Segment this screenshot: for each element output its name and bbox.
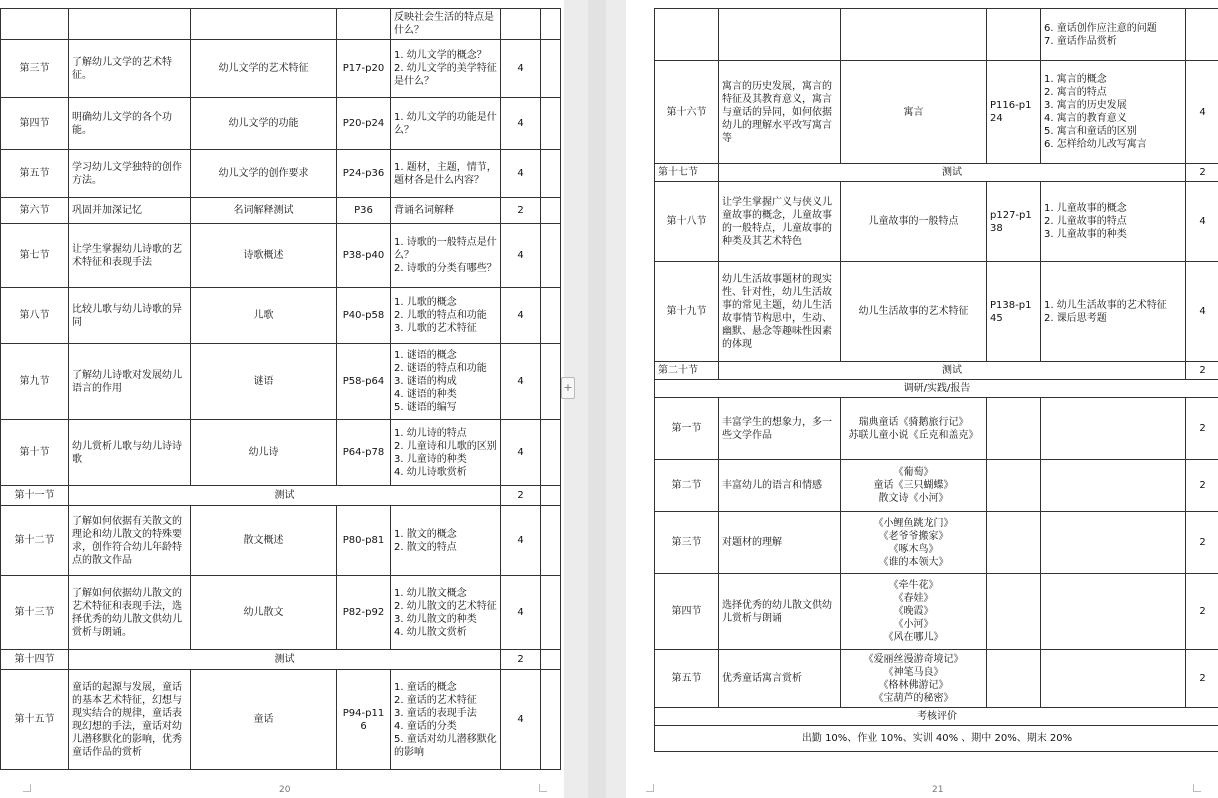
lesson-row — [1, 98, 561, 150]
hours-cell: 2 — [501, 650, 541, 670]
hours-cell: 4 — [501, 420, 541, 486]
works-cell — [841, 650, 987, 708]
points-cell — [1041, 398, 1186, 460]
work-title: 《风在哪儿》 — [883, 632, 944, 643]
section-cell: 第五节 — [1, 150, 69, 198]
test-row — [655, 164, 1218, 182]
hours-cell: 4 — [501, 576, 541, 650]
key-point: 2. 幼儿散文的艺术特征 — [394, 600, 497, 612]
work-title: 童话《三只蝴蝶》 — [873, 480, 954, 491]
topic-cell: 儿童故事的一般特点 — [841, 182, 987, 262]
goal-cell — [719, 9, 841, 61]
goal-cell: 优秀童话寓言赏析 — [719, 650, 841, 708]
blank-cell — [541, 198, 561, 224]
hours-cell: 4 — [501, 288, 541, 344]
left-page — [0, 0, 564, 798]
pages-cell: P94-p116 — [337, 670, 391, 770]
points-cell — [391, 576, 501, 650]
goal-cell: 选择优秀的幼儿散文供幼儿赏析与朗诵 — [719, 574, 841, 650]
key-point: 2. 儿童故事的特点 — [1044, 216, 1127, 227]
key-point: 6. 怎样给幼儿改写寓言 — [1044, 139, 1147, 150]
practice-row — [655, 574, 1218, 650]
pages-cell: P82-p92 — [337, 576, 391, 650]
work-title: 《爱丽丝漫游奇境记》 — [863, 653, 964, 665]
key-point: 4. 幼儿散文赏析 — [394, 626, 467, 638]
topic-cell: 寓言 — [841, 61, 987, 164]
hours-cell: 4 — [1186, 61, 1218, 164]
section-cell: 第四节 — [655, 574, 719, 650]
section-cell: 第七节 — [1, 224, 69, 288]
pages-cell — [337, 9, 391, 40]
page-gap — [588, 0, 606, 798]
hours-cell: 4 — [501, 670, 541, 770]
blank-cell — [541, 420, 561, 486]
lesson-row — [655, 61, 1218, 164]
section-cell: 第二十节 — [655, 362, 719, 380]
page-corner-mark — [1193, 784, 1201, 792]
blank-cell — [541, 576, 561, 650]
goal-cell: 幼儿生活故事题材的现实性、针对性，幼儿生活故事的常见主题，幼儿生活故事情节构思中，生动、幽默、悬念等趣味性因素的体现 — [719, 262, 841, 362]
page-corner-mark — [646, 784, 654, 792]
key-point: 5. 谜语的编写 — [394, 402, 457, 413]
header-cell: 调研/实践/报告 — [655, 380, 1218, 398]
points-cell — [1041, 460, 1186, 512]
header-row — [655, 380, 1218, 398]
hours-cell: 2 — [1186, 362, 1218, 380]
goal-cell: 童话的起源与发展，童话的基本艺术特征，幻想与现实结合的规律，童话表现幻想的手法，童话对幼儿潜移默化的影响，优秀童话作品的赏析 — [69, 670, 191, 770]
blank-cell — [541, 9, 561, 40]
key-point: 1. 幼儿诗的特点 — [394, 427, 467, 439]
work-title: 散文诗《小河》 — [878, 493, 949, 504]
hours-cell: 2 — [1186, 574, 1218, 650]
key-point: 1. 诗歌的一般特点是什么？ — [394, 237, 497, 261]
section-cell: 第三节 — [1, 40, 69, 98]
points-cell — [1041, 182, 1186, 262]
works-cell — [841, 398, 987, 460]
points-cell — [391, 9, 501, 40]
page-corner-mark — [23, 784, 31, 792]
section-cell: 第六节 — [1, 198, 69, 224]
hours-cell: 4 — [501, 40, 541, 98]
goal-cell: 巩固并加深记忆 — [69, 198, 191, 224]
points-cell — [391, 420, 501, 486]
page-number: 21 — [932, 785, 944, 795]
topic-cell: 诗歌概述 — [191, 224, 337, 288]
blank-cell — [541, 344, 561, 420]
pages-cell: P80-p81 — [337, 506, 391, 576]
points-cell — [391, 344, 501, 420]
works-cell — [841, 512, 987, 574]
test-row — [655, 362, 1218, 380]
lesson-row — [1, 576, 561, 650]
section-cell: 第十四节 — [1, 650, 69, 670]
blank-cell — [541, 288, 561, 344]
key-point: 1. 儿歌的概念 — [394, 297, 457, 308]
key-point: 4. 谜语的种类 — [394, 389, 457, 400]
section-cell: 第十五节 — [1, 670, 69, 770]
points-cell — [391, 150, 501, 198]
test-label-cell: 测试 — [69, 486, 501, 506]
points-cell — [391, 506, 501, 576]
topic-cell: 幼儿文学的艺术特征 — [191, 40, 337, 98]
section-cell: 第十八节 — [655, 182, 719, 262]
work-title: 《小鲤鱼跳龙门》 — [873, 517, 954, 529]
pages-cell: P64-p78 — [337, 420, 391, 486]
section-cell: 第二节 — [655, 460, 719, 512]
goal-cell: 丰富学生的想象力，多一些文学作品 — [719, 398, 841, 460]
key-point: 6. 童话创作应注意的问题 — [1044, 22, 1157, 34]
key-point: 1. 幼儿散文概念 — [394, 587, 467, 599]
practice-row — [655, 460, 1218, 512]
lesson-row — [1, 670, 561, 770]
goal-cell: 幼儿赏析儿歌与幼儿诗诗歌 — [69, 420, 191, 486]
key-point: 4. 童话的分类 — [394, 720, 457, 732]
topic-cell: 谜语 — [191, 344, 337, 420]
hours-cell: 2 — [1186, 650, 1218, 708]
lesson-row — [1, 420, 561, 486]
key-point: 3. 幼儿散文的种类 — [394, 613, 477, 625]
section-cell: 第十七节 — [655, 164, 719, 182]
topic-cell: 童话 — [191, 670, 337, 770]
pages-cell: p127-p138 — [987, 182, 1041, 262]
goal-cell: 让学生掌握广义与侠义儿童故事的概念，儿童故事的一般特点，儿童故事的种类及其艺术特色 — [719, 182, 841, 262]
goal-cell — [69, 9, 191, 40]
work-title: 《春娃》 — [893, 593, 934, 604]
page-corner-mark — [539, 784, 547, 792]
pages-cell — [987, 574, 1041, 650]
points-cell — [391, 670, 501, 770]
pages-cell — [987, 460, 1041, 512]
hours-cell — [501, 9, 541, 40]
topic-cell: 幼儿诗 — [191, 420, 337, 486]
section-cell: 第十一节 — [1, 486, 69, 506]
key-point: 2. 谜语的特点和功能 — [394, 363, 487, 374]
hours-cell: 2 — [1186, 164, 1218, 182]
blank-cell — [541, 650, 561, 670]
pages-cell — [987, 512, 1041, 574]
practice-row — [655, 398, 1218, 460]
test-row — [1, 650, 561, 670]
work-title: 《啄木鸟》 — [888, 543, 939, 555]
lesson-row — [1, 344, 561, 420]
hours-cell — [1186, 9, 1218, 61]
section-cell: 第五节 — [655, 650, 719, 708]
lesson-row — [1, 40, 561, 98]
key-point: 1. 幼儿文学的功能是什么？ — [394, 111, 497, 136]
work-title: 苏联儿童小说《丘克和盖克》 — [848, 429, 979, 441]
work-title: 《晚霞》 — [893, 606, 934, 617]
goal-cell: 让学生掌握幼儿诗歌的艺术特征和表现手法 — [69, 224, 191, 288]
test-row — [1, 486, 561, 506]
key-point: 1. 题材，主题，情节，题材各是什么内容？ — [394, 161, 497, 186]
key-point: 3. 寓言的历史发展 — [1044, 100, 1127, 111]
syllabus-table-left — [0, 8, 561, 770]
key-point: 2. 散文的特点 — [394, 541, 457, 553]
pages-cell — [987, 650, 1041, 708]
hours-cell: 2 — [501, 486, 541, 506]
key-point: 3. 儿童故事的种类 — [1044, 229, 1127, 240]
key-point: 1. 谜语的概念 — [394, 350, 457, 361]
pages-cell: P116-p124 — [987, 61, 1041, 164]
pages-cell: P138-p145 — [987, 262, 1041, 362]
test-label-cell: 测试 — [719, 164, 1186, 182]
header-cell: 出勤 10%、作业 10%、实训 40% 、期中 20%、期末 20% — [655, 726, 1218, 752]
hours-cell: 2 — [1186, 398, 1218, 460]
pages-cell: P20-p24 — [337, 98, 391, 150]
points-cell — [1041, 262, 1186, 362]
goal-cell: 对题材的理解 — [719, 512, 841, 574]
test-label-cell: 测试 — [69, 650, 501, 670]
hours-cell: 2 — [1186, 512, 1218, 574]
key-point: 1. 儿童故事的概念 — [1044, 203, 1127, 214]
points-cell — [1041, 512, 1186, 574]
points-cell — [391, 98, 501, 150]
topic-cell — [191, 9, 337, 40]
key-point: 反映社会生活的特点是什么？ — [394, 12, 494, 36]
blank-cell — [541, 506, 561, 576]
page-number: 20 — [279, 785, 291, 795]
section-cell: 第一节 — [655, 398, 719, 460]
hours-cell: 4 — [501, 506, 541, 576]
points-cell — [391, 224, 501, 288]
blank-cell — [541, 224, 561, 288]
blank-cell — [541, 98, 561, 150]
blank-cell — [541, 40, 561, 98]
key-point: 3. 童话的表现手法 — [394, 707, 477, 719]
points-cell — [391, 288, 501, 344]
section-cell: 第十九节 — [655, 262, 719, 362]
practice-row — [655, 512, 1218, 574]
key-point: 4. 幼儿诗歌赏析 — [394, 466, 467, 478]
work-title: 《宝葫芦的秘密》 — [873, 692, 954, 704]
header-cell: 考核评价 — [655, 708, 1218, 726]
pages-cell: P40-p58 — [337, 288, 391, 344]
topic-cell: 名词解释测试 — [191, 198, 337, 224]
lesson-row — [1, 288, 561, 344]
goal-cell: 了解如何依据幼儿散文的艺术特征和表现手法，选择优秀的幼儿散文供幼儿赏析与朗诵。 — [69, 576, 191, 650]
goal-cell: 学习幼儿文学独特的创作方法。 — [69, 150, 191, 198]
points-cell — [1041, 9, 1186, 61]
section-cell — [1, 9, 69, 40]
lesson-row — [1, 506, 561, 576]
goal-cell: 比较儿歌与幼儿诗歌的异同 — [69, 288, 191, 344]
pages-cell: P58-p64 — [337, 344, 391, 420]
work-title: 《牵牛花》 — [888, 580, 939, 591]
key-point: 2. 儿歌的特点和功能 — [394, 310, 487, 321]
key-point: 3. 谜语的构成 — [394, 376, 457, 387]
lesson-row — [1, 224, 561, 288]
goal-cell: 了解如何依据有关散文的理论和幼儿散文的特殊要求，创作符合幼儿年龄特点的散文作品 — [69, 506, 191, 576]
works-cell — [841, 460, 987, 512]
pages-cell — [987, 9, 1041, 61]
goal-cell: 明确幼儿文学的各个功能。 — [69, 98, 191, 150]
key-point: 2. 儿童诗和儿歌的区别 — [394, 440, 497, 452]
points-cell — [391, 198, 501, 224]
topic-cell: 散文概述 — [191, 506, 337, 576]
hours-cell: 4 — [501, 150, 541, 198]
key-point: 2. 课后思考题 — [1044, 312, 1107, 324]
topic-cell: 幼儿散文 — [191, 576, 337, 650]
hours-cell: 4 — [501, 98, 541, 150]
topic-cell — [841, 9, 987, 61]
lesson-row — [1, 150, 561, 198]
pages-cell: P24-p36 — [337, 150, 391, 198]
lesson-row — [655, 182, 1218, 262]
key-point: 2. 幼儿文学的美学特征是什么？ — [394, 63, 497, 87]
pages-cell: P17-p20 — [337, 40, 391, 98]
add-page-button[interactable]: + — [561, 377, 575, 399]
key-point: 5. 寓言和童话的区别 — [1044, 126, 1137, 137]
key-point: 2. 童话的艺术特征 — [394, 694, 477, 706]
goal-cell: 丰富幼儿的语言和情感 — [719, 460, 841, 512]
syllabus-table-right — [654, 8, 1218, 752]
work-title: 《格林佛游记》 — [878, 679, 949, 691]
topic-cell: 幼儿文学的功能 — [191, 98, 337, 150]
blank-cell — [541, 150, 561, 198]
work-title: 《谁的本领大》 — [878, 556, 949, 568]
topic-cell: 幼儿生活故事的艺术特征 — [841, 262, 987, 362]
pages-cell — [987, 398, 1041, 460]
hours-cell: 2 — [501, 198, 541, 224]
works-cell — [841, 574, 987, 650]
key-point: 1. 散文的概念 — [394, 528, 457, 540]
section-cell: 第十节 — [1, 420, 69, 486]
section-cell: 第三节 — [655, 512, 719, 574]
blank-cell — [541, 670, 561, 770]
key-point: 1. 幼儿文学的概念？ — [394, 50, 487, 61]
practice-row — [655, 650, 1218, 708]
topic-cell: 儿歌 — [191, 288, 337, 344]
points-cell — [1041, 650, 1186, 708]
key-point: 5. 童话对幼儿潜移默化的影响 — [394, 733, 497, 758]
lesson-row — [1, 198, 561, 224]
section-cell: 第十三节 — [1, 576, 69, 650]
topic-cell: 幼儿文学的创作要求 — [191, 150, 337, 198]
key-point: 2. 诗歌的分类有哪些？ — [394, 263, 497, 274]
lesson-row — [1, 9, 561, 40]
key-point: 背诵名词解释 — [394, 205, 454, 216]
key-point: 1. 幼儿生活故事的艺术特征 — [1044, 299, 1167, 311]
work-title: 《小河》 — [893, 619, 934, 630]
key-point: 1. 童话的概念 — [394, 681, 457, 693]
section-cell: 第九节 — [1, 344, 69, 420]
work-title: 《神笔马良》 — [883, 666, 944, 678]
goal-cell: 寓言的历史发展，寓言的特征及其教育意义，寓言与童话的异同，如何依据幼儿的理解水平改写寓言等 — [719, 61, 841, 164]
points-cell — [1041, 574, 1186, 650]
key-point: 2. 寓言的特点 — [1044, 87, 1107, 98]
header-row — [655, 726, 1218, 752]
hours-cell: 4 — [501, 344, 541, 420]
work-title: 《老爷爷搬家》 — [878, 530, 949, 542]
key-point: 3. 儿童诗的种类 — [394, 453, 467, 465]
section-cell: 第十六节 — [655, 61, 719, 164]
key-point: 7. 童话作品赏析 — [1044, 35, 1117, 47]
points-cell — [391, 40, 501, 98]
blank-cell — [541, 486, 561, 506]
goal-cell: 了解幼儿文学的艺术特征。 — [69, 40, 191, 98]
work-title: 《葡萄》 — [893, 467, 934, 478]
section-cell — [655, 9, 719, 61]
goal-cell: 了解幼儿诗歌对发展幼儿语言的作用 — [69, 344, 191, 420]
test-label-cell: 测试 — [719, 362, 1186, 380]
hours-cell: 4 — [1186, 182, 1218, 262]
pages-cell: P36 — [337, 198, 391, 224]
section-cell: 第四节 — [1, 98, 69, 150]
section-cell: 第十二节 — [1, 506, 69, 576]
hours-cell: 2 — [1186, 460, 1218, 512]
header-row — [655, 708, 1218, 726]
key-point: 3. 儿歌的艺术特征 — [394, 323, 477, 334]
points-cell — [1041, 61, 1186, 164]
right-page — [626, 0, 1218, 798]
pages-cell: P38-p40 — [337, 224, 391, 288]
work-title: 瑞典童话《骑鹅旅行记》 — [858, 416, 969, 428]
lesson-row — [655, 9, 1218, 61]
hours-cell: 4 — [1186, 262, 1218, 362]
key-point: 4. 寓言的教育意义 — [1044, 113, 1127, 124]
key-point: 1. 寓言的概念 — [1044, 74, 1107, 85]
section-cell: 第八节 — [1, 288, 69, 344]
lesson-row — [655, 262, 1218, 362]
hours-cell: 4 — [501, 224, 541, 288]
